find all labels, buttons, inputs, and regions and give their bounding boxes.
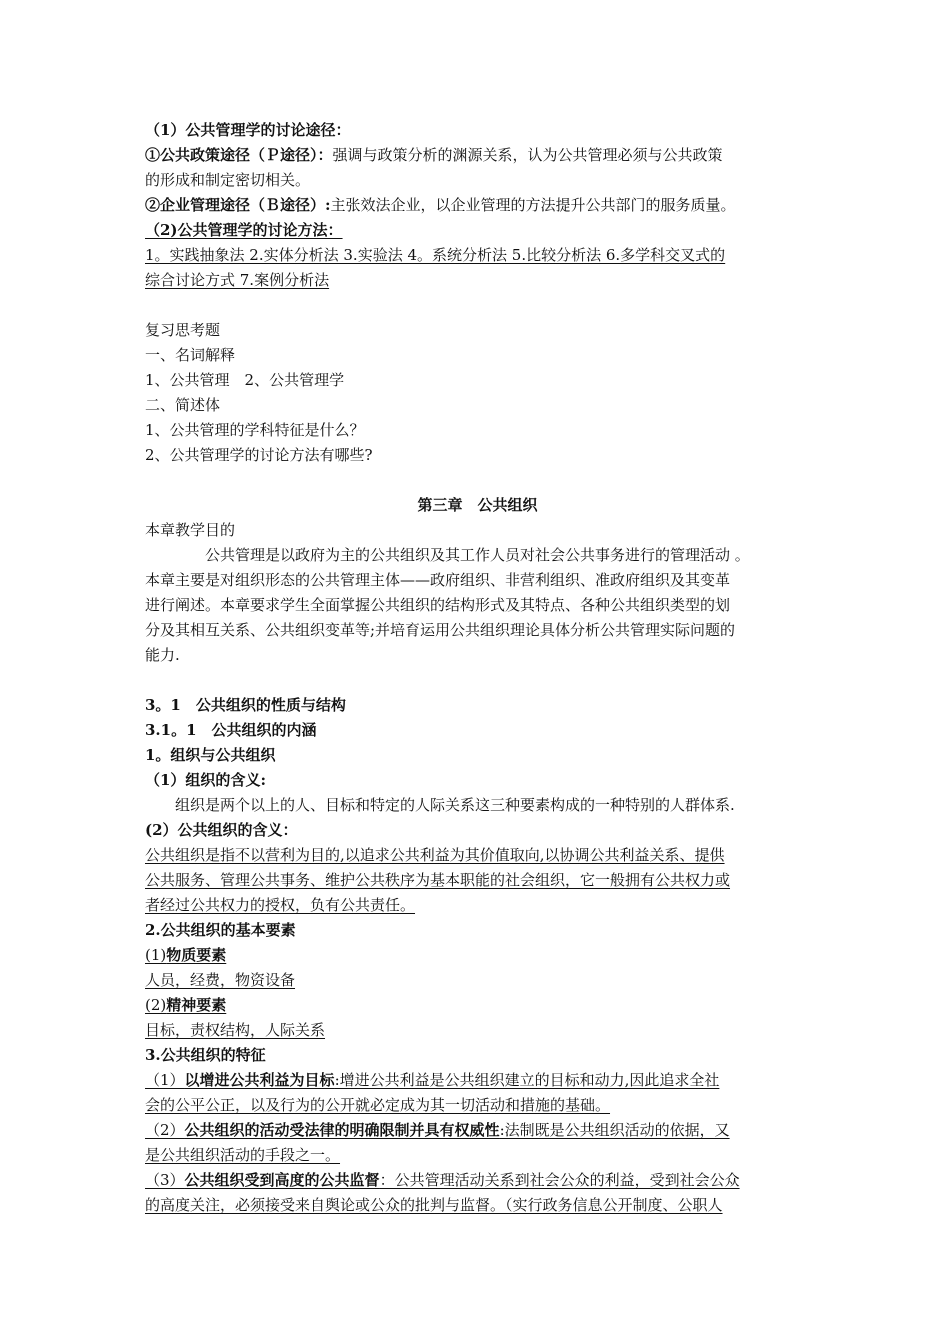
- p-approach-text: 强调与政策分析的渊源关系，认为公共管理必须与公共政策: [332, 146, 723, 164]
- p-approach-line-1: [145, 143, 810, 168]
- methods-line-2: 综合讨论方式 7.案例分析法: [145, 271, 330, 289]
- objective-line-5: 能力.: [145, 646, 180, 664]
- feature3-text: ：公共管理活动关系到社会公众的利益，受到社会公众: [379, 1171, 740, 1189]
- item3-heading: 3.公共组织的特征: [145, 1046, 266, 1064]
- pub-definition-line-1: 公共组织是指不以营利为目的,以追求公共利益为其价值取向,以协调公共利益关系、提供: [145, 846, 725, 864]
- objective-line-2: 本章主要是对组织形态的公共管理主体——政府组织、非营利组织、准政府组织及其变革: [145, 571, 731, 589]
- review-part2: 二、简述体: [145, 396, 221, 414]
- b-approach-text: 主张效法企业，以企业管理的方法提升公共部门的服务质量。: [330, 196, 736, 214]
- material-element-text: 人员，经费，物资设备: [145, 971, 296, 989]
- objective-line-3: 进行阐述。本章要求学生全面掌握公共组织的结构形式及其特点、各种公共组织类型的划: [145, 596, 731, 614]
- spacer: [145, 468, 810, 493]
- research-approach-heading: （1）公共管理学的讨论途径：: [145, 121, 351, 139]
- subsection-heading: 3.1。1 公共组织的内涵: [145, 721, 317, 739]
- feature2-label: 公共组织的活动受法律的明确限制并具有权威性: [184, 1121, 500, 1139]
- pub-definition-line-2: 公共服务、管理公共事务、维护公共秩序为基本职能的社会组织，它一般拥有公共权力或: [145, 871, 731, 889]
- spacer: [145, 293, 810, 318]
- review-terms: 1、公共管理 2、公共管理学: [145, 371, 345, 389]
- spirit-element-heading: [145, 993, 810, 1018]
- material-label: 物质要素: [166, 946, 227, 964]
- spirit-label: 精神要素: [166, 996, 227, 1014]
- feature1-label: 以增进公共利益为目标: [184, 1071, 335, 1089]
- b-approach-label: ②企业管理途径（Ｂ途径）:: [145, 196, 331, 214]
- review-q2: 2、公共管理学的讨论方法有哪些?: [145, 446, 373, 464]
- feature1-text: :增进公共利益是公共组织建立的目标和动力,因此追求全社: [334, 1071, 720, 1089]
- feature3-line-2: 的高度关注，必须接受来自舆论或公众的批判与监督。（实行政务信息公开制度、公职人: [145, 1196, 723, 1214]
- pub-definition-line-3: 者经过公共权力的授权，负有公共责任。: [145, 896, 416, 914]
- objective-line-1: 公共管理是以政府为主的公共组织及其工作人员对社会公共事务进行的管理活动 。: [205, 546, 750, 564]
- feature3-num: （3）: [145, 1171, 185, 1189]
- feature2-line-2: 是公共组织活动的手段之一。: [145, 1146, 341, 1164]
- item1-heading: 1。组织与公共组织: [145, 746, 276, 764]
- pub-meaning-heading: (2）公共组织的含义：: [145, 821, 298, 839]
- material-element-heading: [145, 943, 810, 968]
- review-q1: 1、公共管理的学科特征是什么？: [145, 421, 365, 439]
- p-approach-line-2: 的形成和制定密切相关。: [145, 171, 311, 189]
- org-definition: 组织是两个以上的人、目标和特定的人际关系这三种要素构成的一种特别的人群体系.: [175, 796, 735, 814]
- spirit-element-text: 目标，责权结构，人际关系: [145, 1021, 326, 1039]
- spacer: [145, 668, 810, 693]
- feature1-line-1: [145, 1068, 810, 1093]
- review-title: 复习思考题: [145, 321, 221, 339]
- b-approach-line: [145, 193, 810, 218]
- item2-heading: 2.公共组织的基本要素: [145, 921, 296, 939]
- material-num: (1): [145, 946, 167, 964]
- p-approach-label: ①公共政策途径（Ｐ途径）：: [145, 146, 333, 164]
- objective-line-4: 分及其相互关系、公共组织变革等;并培育运用公共组织理论具体分析公共管理实际问题的: [145, 621, 736, 639]
- objective-label: 本章教学目的: [145, 521, 236, 539]
- feature2-text: :法制既是公共组织活动的依据，又: [499, 1121, 730, 1139]
- methods-heading: （2)公共管理学的讨论方法：: [145, 221, 343, 239]
- feature2-line-1: [145, 1118, 810, 1143]
- org-meaning-heading: （1）组织的含义:: [145, 771, 266, 789]
- spirit-num: (2): [145, 996, 167, 1014]
- document-page: [145, 118, 810, 1218]
- chapter-title: 第三章 公共组织: [417, 496, 538, 514]
- feature1-line-2: 会的公平公正，以及行为的公开就必定成为其一切活动和措施的基础。: [145, 1096, 611, 1114]
- feature2-num: （2）: [145, 1121, 185, 1139]
- feature3-line-1: [145, 1168, 810, 1193]
- review-part1: 一、名词解释: [145, 346, 236, 364]
- methods-line-1: 1。实践抽象法 2.实体分析法 3.实验法 4。系统分析法 5.比较分析法 6.多学科交叉式的: [145, 246, 726, 264]
- section-heading: 3。1 公共组织的性质与结构: [145, 696, 346, 714]
- feature1-num: （1）: [145, 1071, 185, 1089]
- feature3-label: 公共组织受到高度的公共监督: [184, 1171, 380, 1189]
